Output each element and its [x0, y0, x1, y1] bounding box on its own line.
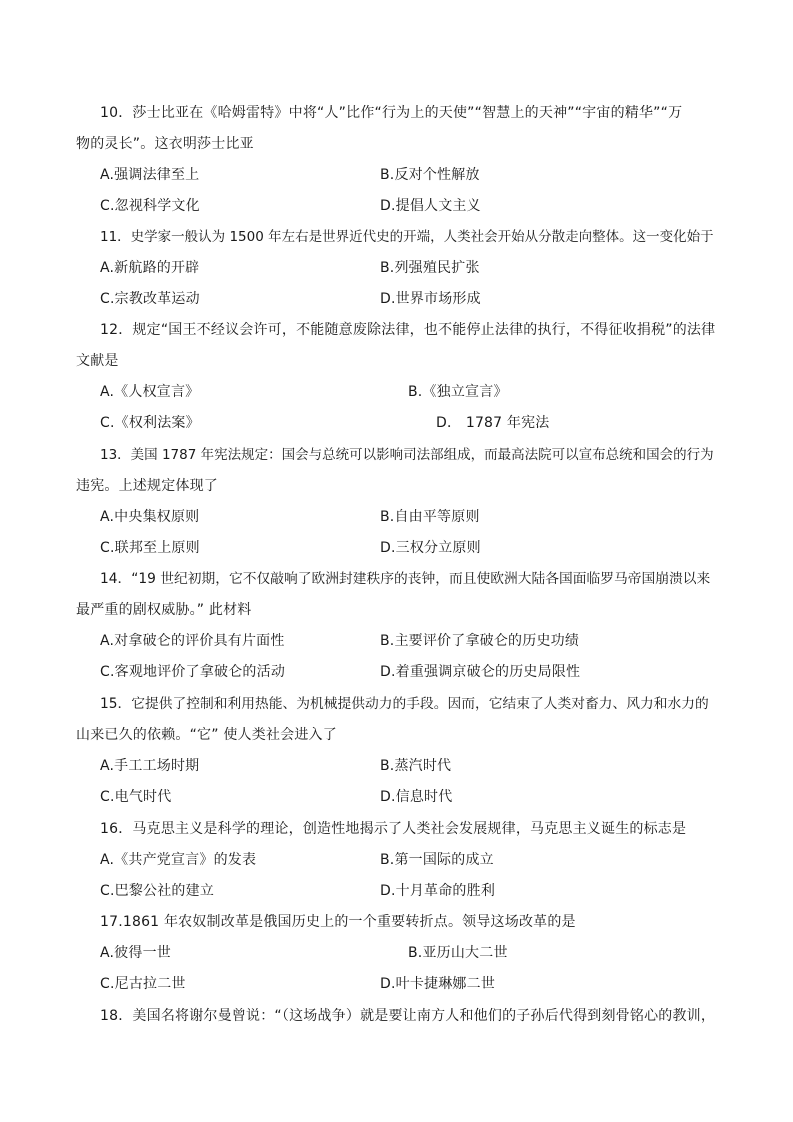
- question-12-option-a: A.《人权宣言》: [100, 384, 200, 400]
- question-12-option-d: D． 1787 年宪法: [436, 415, 550, 431]
- question-10-option-c: C.忽视科学文化: [100, 198, 200, 214]
- question-17-stem-line-1: 17.1861 年农奴制改革是俄国历史上的一个重要转折点。领导这场改革的是: [100, 914, 576, 930]
- question-15-stem-line-1: 15．它提供了控制和利用热能、为机械提供动力的手段。因而，它结束了人类对畜力、风力和水力的: [100, 696, 709, 712]
- question-14-option-a: A.对拿破仑的评价具有片面性: [100, 633, 285, 649]
- question-11-option-c: C.宗教改革运动: [100, 291, 200, 307]
- question-16-stem-line-1: 16．马克思主义是科学的理论，创造性地揭示了人类社会发展规律，马克思主义诞生的标志是: [100, 821, 687, 837]
- question-12-stem-line-1: 12．规定“国王不经议会许可，不能随意废除法律，也不能停止法律的执行，不得征收捐税”的法律: [100, 322, 716, 338]
- question-11-option-d: D.世界市场形成: [380, 291, 481, 307]
- question-16-option-b: B.第一国际的成立: [380, 852, 494, 868]
- question-11-stem-line-1: 11．史学家一般认为 1500 年左右是世界近代史的开端，人类社会开始从分散走向整体。这一变化始于: [100, 229, 714, 245]
- question-17-option-b: B.亚历山大二世: [408, 945, 508, 961]
- question-10-stem-line-1: 10．莎士比亚在《哈姆雷特》中将“人”比作“行为上的天使”“智慧上的天神”“宇宙的精华”“万: [100, 105, 683, 121]
- question-12-option-b: B.《独立宣言》: [408, 384, 508, 400]
- question-17-option-c: C.尼古拉二世: [100, 976, 186, 992]
- question-13-option-b: B.自由平等原则: [380, 509, 480, 525]
- question-14-stem-line-1: 14．“19 世纪初期，它不仅敲响了欧洲封建秩序的丧钟，而且使欧洲大陆各国面临罗马帝国崩溃以来: [100, 571, 711, 587]
- question-10-stem-line-2: 物的灵长”。这衣明莎士比亚: [76, 136, 254, 152]
- question-13-option-c: C.联邦至上原则: [100, 540, 200, 556]
- question-13-option-a: A.中央集权原则: [100, 509, 200, 525]
- question-13-option-d: D.三权分立原则: [380, 540, 481, 556]
- question-15-option-d: D.信息时代: [380, 789, 453, 805]
- question-13-stem-line-1: 13．美国 1787 年宪法规定：国会与总统可以影响司法部组成，而最高法院可以宣布总统和国会的行为: [100, 447, 714, 463]
- question-17-option-a: A.彼得一世: [100, 945, 171, 961]
- question-15-option-b: B.蒸汽时代: [380, 758, 452, 774]
- question-14-option-c: C.客观地评价了拿破仑的活动: [100, 664, 286, 680]
- question-18-stem-line-1: 18．美国名将谢尔曼曾说：“（这场战争）就是要让南方人和他们的子孙后代得到刻骨铭心的教训，: [100, 1008, 716, 1024]
- question-12-option-c: C.《权利法案》: [100, 415, 200, 431]
- question-10-option-d: D.提倡人文主义: [380, 198, 481, 214]
- question-10-option-a: A.强调法律至上: [100, 167, 200, 183]
- question-16-option-c: C.巴黎公社的建立: [100, 883, 215, 899]
- question-16-option-a: A.《共产党宣言》的发表: [100, 852, 257, 868]
- question-11-option-a: A.新航路的开辟: [100, 260, 200, 276]
- question-14-stem-line-2: 最严重的剧权威胁。” 此材料: [76, 602, 252, 618]
- question-15-option-a: A.手工工场时期: [100, 758, 200, 774]
- question-10-option-b: B.反对个性解放: [380, 167, 480, 183]
- question-13-stem-line-2: 违宪。上述规定体现了: [76, 478, 218, 494]
- question-14-option-d: D.着重强调京破仑的历史局限性: [380, 664, 581, 680]
- question-15-stem-line-2: 山来已久的依赖。“它” 使人类社会进入了: [76, 727, 337, 743]
- question-17-option-d: D.叶卡捷琳娜二世: [380, 976, 496, 992]
- question-15-option-c: C.电气时代: [100, 789, 172, 805]
- question-16-option-d: D.十月革命的胜利: [380, 883, 496, 899]
- question-11-option-b: B.列强殖民扩张: [380, 260, 480, 276]
- question-14-option-b: B.主要评价了拿破仑的历史功绩: [380, 633, 580, 649]
- question-12-stem-line-2: 文献是: [76, 353, 119, 369]
